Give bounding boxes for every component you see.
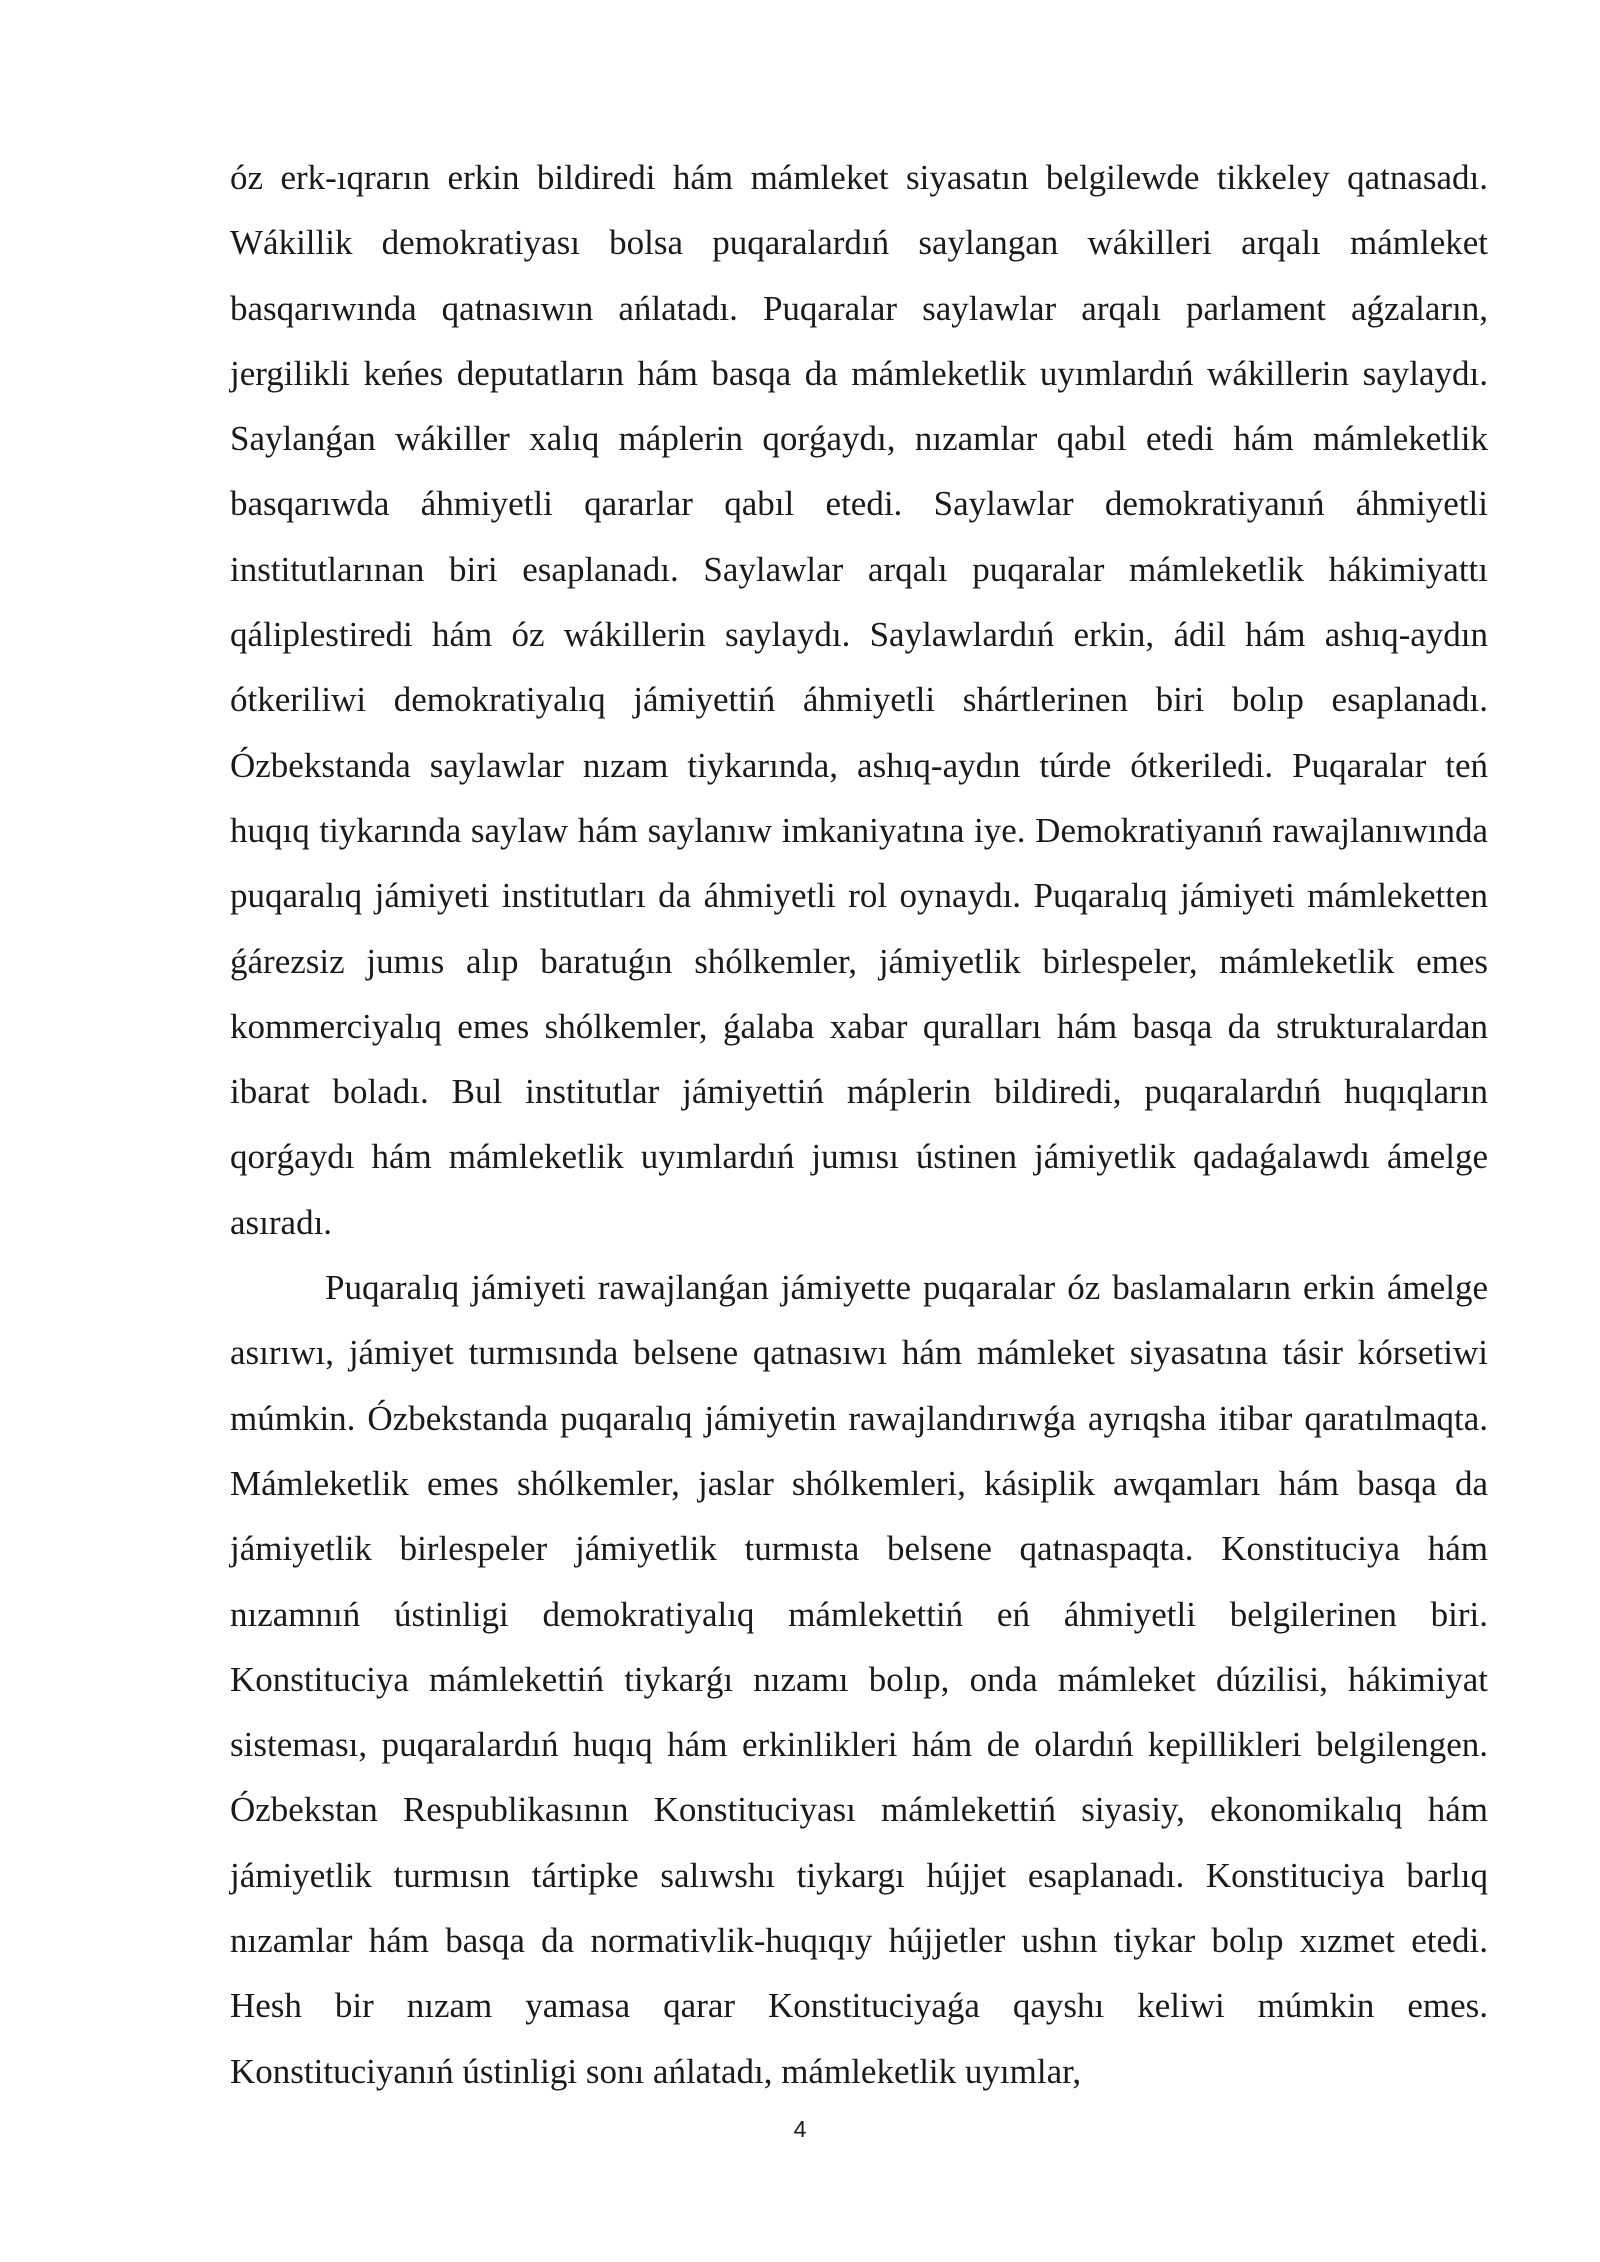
- body-text: [230, 145, 1488, 2104]
- paragraph-continuation: óz erk-ıqrarın erkin bildiredi hám mámleket siyasatın belgilewde tikkeley qatnasadı. Wákillik demokratiyası bolsa puqaralardıń saylangan wákilleri arqalı mámleket basqarıwında qatnasıwın ańlatadı. Puqaralar saylawlar arqalı parlament aǵzaların, jergilikli keńes deputatların hám basqa da mámleketlik uyımlardıń wákillerin saylaydı. Saylanǵan wákiller xalıq máplerin qorǵaydı, nızamlar qabıl etedi hám mámleketlik basqarıwda áhmiyetli qararlar qabıl etedi. Saylawlar demokratiyanıń áhmiyetli institutlarınan biri esaplanadı. Saylawlar arqalı puqaralar mámleketlik hákimiyattı qáliplestiredi hám óz wákillerin saylaydı. Saylawlardıń erkin, ádil hám ashıq-aydın ótkeriliwi demokratiyalıq jámiyettiń áhmiyetli shártlerinen biri bolıp esaplanadı. Ózbekstanda saylawlar nızam tiykarında, ashıq-aydın túrde ótkeriledi. Puqaralar teń huqıq tiykarında saylaw hám saylanıw imkaniyatına iye. Demokratiyanıń rawajlanıwında puqaralıq jámiyeti institutları da áhmiyetli rol oynaydı. Puqaralıq jámiyeti mámleketten ǵárezsiz jumıs alıp baratuǵın shólkemler, jámiyetlik birlespeler, mámleketlik emes kommerciyalıq emes shólkemler, ǵalaba xabar quralları hám basqa da strukturalardan ibarat boladı. Bul institutlar jámiyettiń máplerin bildiredi, puqaralardıń huqıqların qorǵaydı hám mámleketlik uyımlardıń jumısı ústinen jámiyetlik qadaǵalawdı ámelge asıradı.: [230, 158, 1488, 1242]
- paragraph-civil-society: Puqaralıq jámiyeti rawajlanǵan jámiyette puqaralar óz baslamaların erkin ámelge asırıwı, jámiyet turmısında belsene qatnasıwı hám mámleket siyasatına tásir kórsetiwi múmkin. Ózbekstanda puqaralıq jámiyetin rawajlandırıwǵa ayrıqsha itibar qaratılmaqta. Mámleketlik emes shólkemler, jaslar shólkemleri, kásiplik awqamları hám basqa da jámiyetlik birlespeler jámiyetlik turmısta belsene qatnaspaqta. Konstituciya hám nızamnıń ústinligi demokratiyalıq mámlekettiń eń áhmiyetli belgilerinen biri. Konstituciya mámlekettiń tiykarǵı nızamı bolıp, onda mámleket dúzilisi, hákimiyat sisteması, puqaralardıń huqıq hám erkinlikleri hám de olardıń kepillikleri belgilengen. Ózbekstan Respublikasının Konstituciyası mámlekettiń siyasiy, ekonomikalıq hám jámiyetlik turmısın tártipke salıwshı tiykargı hújjet esaplanadı. Konstituciya barlıq nızamlar hám basqa da normativlik-huqıqıy hújjetler ushın tiykar bolıp xızmet etedi. Hesh bir nızam yamasa qarar Konstituciyaǵa qayshı keliwi múmkin emes. Konstituciyanıń ústinligi sonı ańlatadı, mámleketlik uyımlar,: [230, 1268, 1488, 2091]
- page-number: 4: [793, 2116, 807, 2142]
